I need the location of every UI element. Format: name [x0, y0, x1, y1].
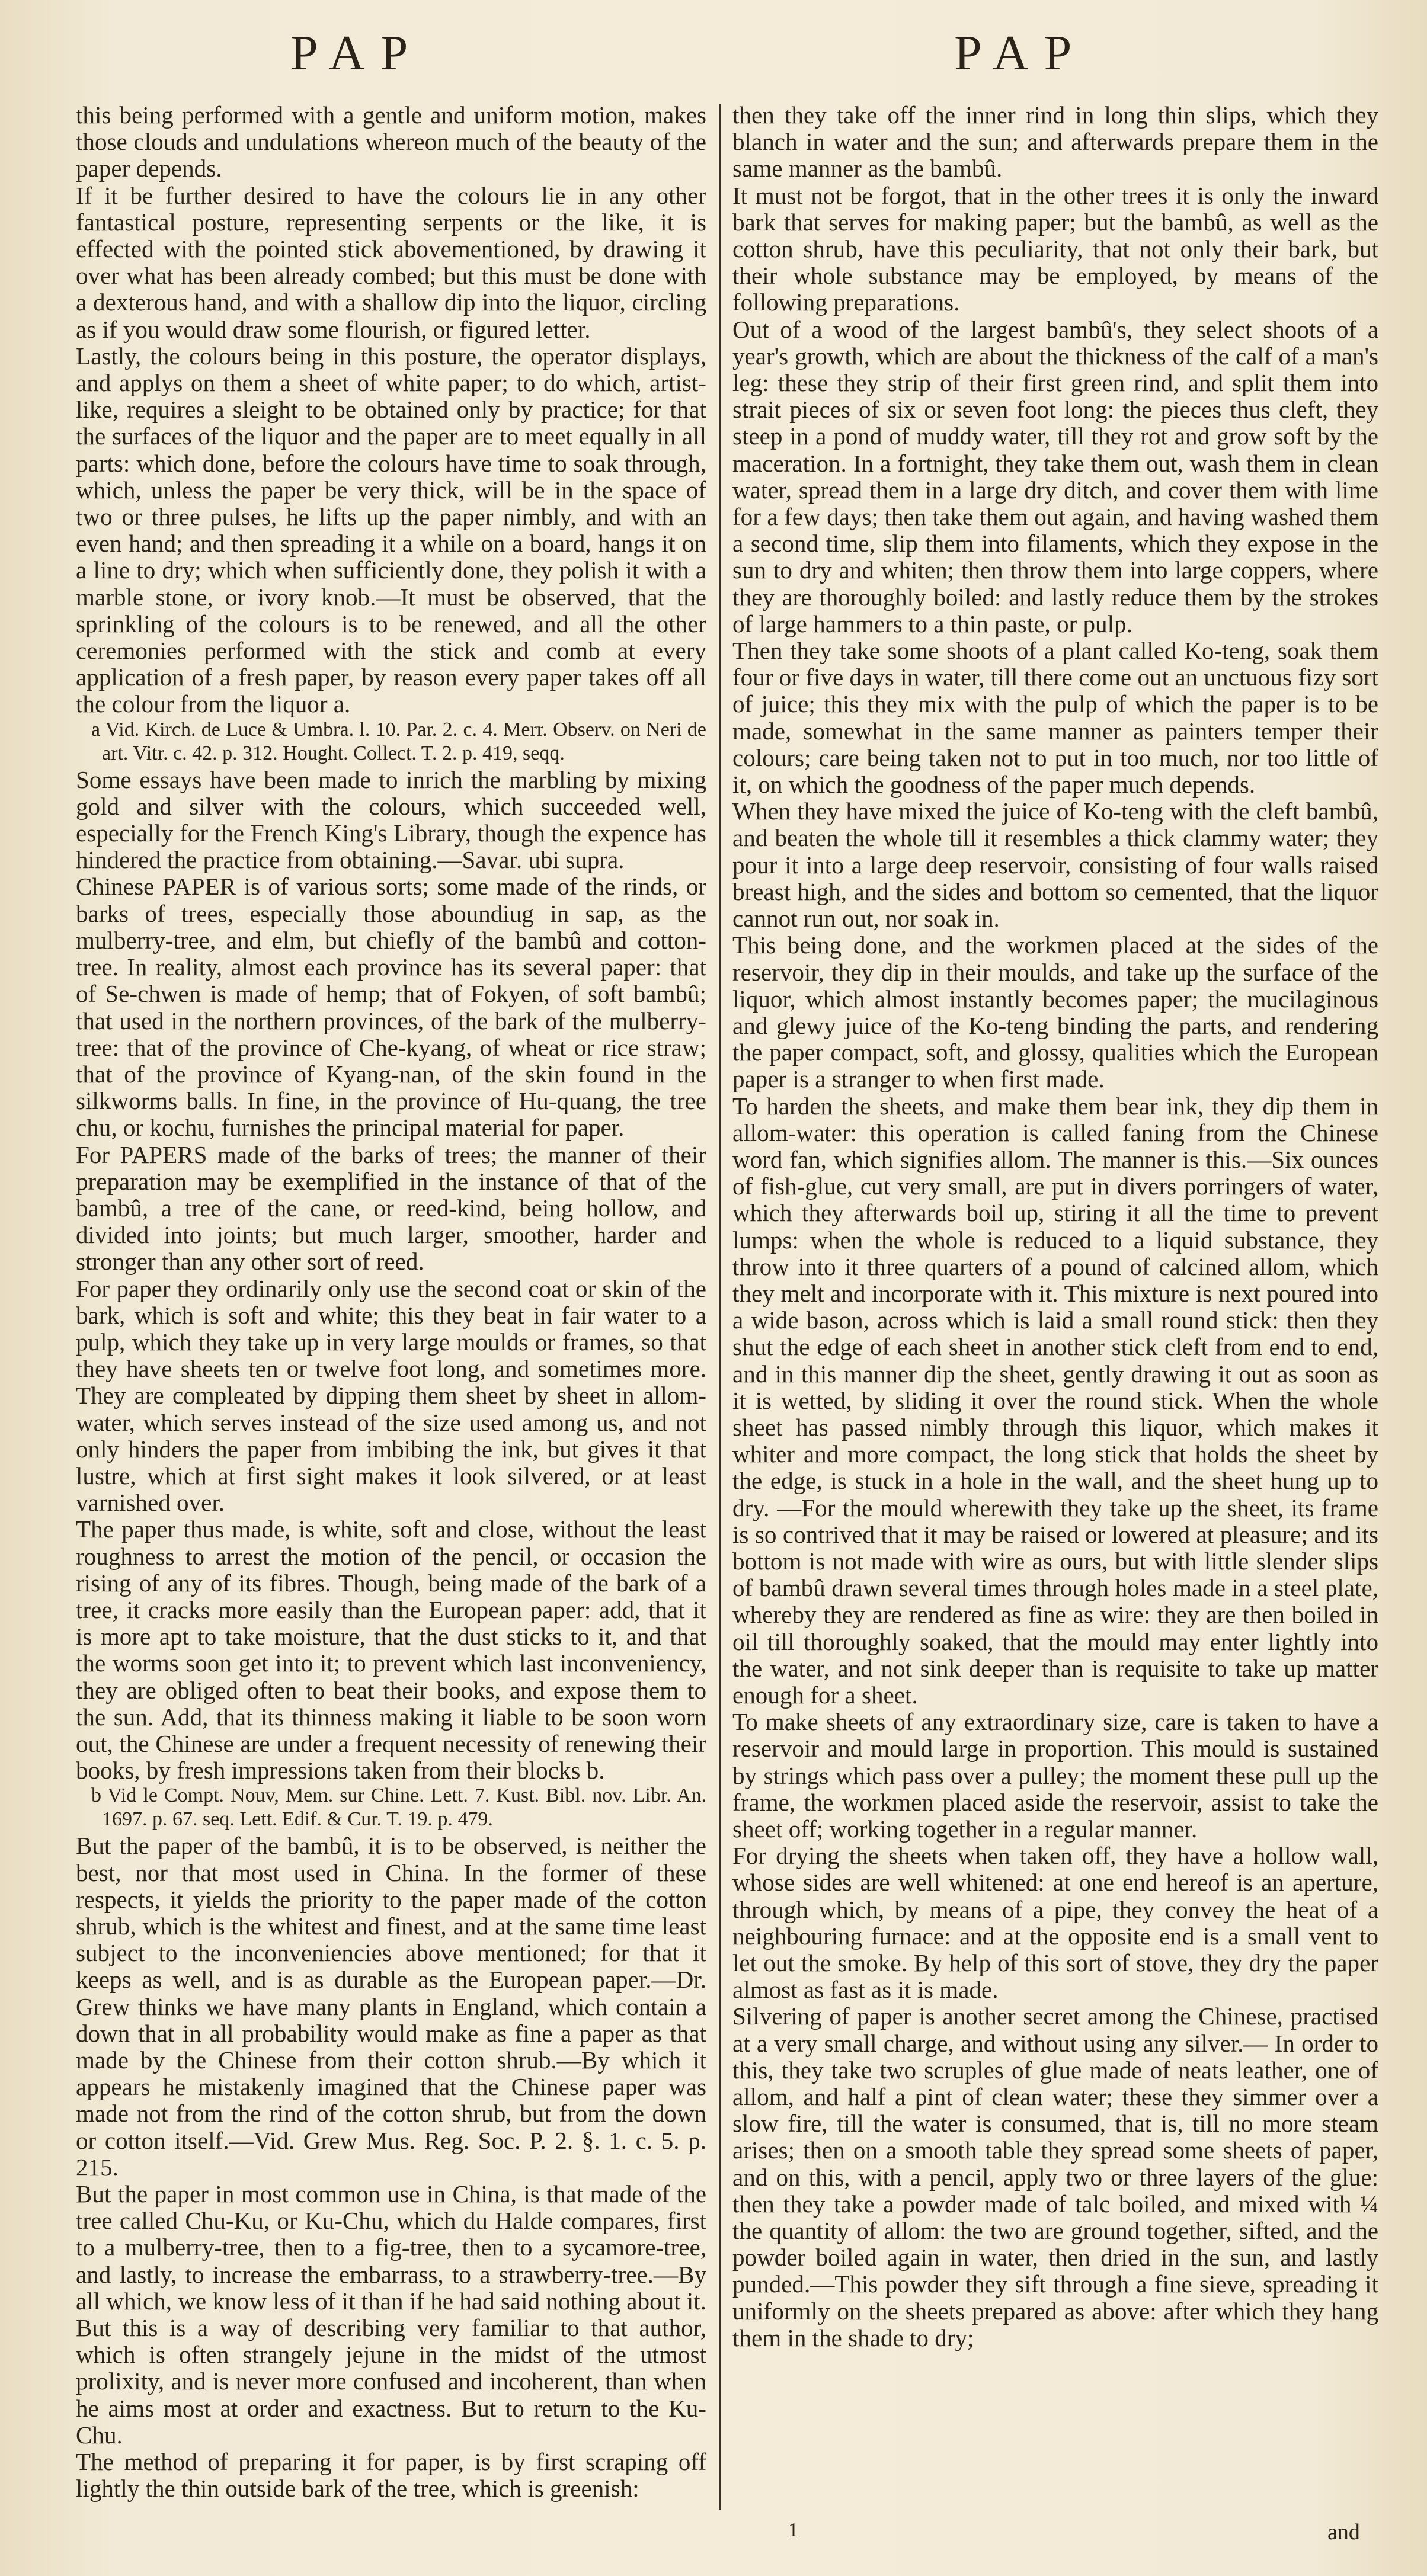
- paragraph: Some essays have been made to inrich the marbling by mixing gold and silver with the colours, which succeeded well, especially for the French King's Library, though the expence has hindered the practice from obtaining.—Savar. ubi supra.: [76, 765, 706, 874]
- paragraph: For paper they ordinarily only use the second coat or skin of the bark, which is soft and white; this they beat in fair water to a pulp, which they take up in very large moulds or frames, so that they have sheets ten or twelve foot long, and sometimes more. They are compleated by dipping them sheet by sheet in allom-water, which serves instead of the size used among us, and not only hinders the paper from imbibing the ink, but gives it that lustre, which at first sight makes it look silvered, or at least varnished over.: [76, 1274, 706, 1517]
- paragraph: For drying the sheets when taken off, they have a hollow wall, whose sides are well whitened: at one end hereof is an aperture, through which, by means of a pipe, they convey the heat of a neighbouring furnace: and at the opposite end is a small vent to let out the smoke. By help of this sort of stove, they dry the paper almost as fast as it is made.: [732, 1842, 1378, 2004]
- left-column: [76, 102, 706, 2502]
- catchword: and: [1327, 2520, 1360, 2545]
- paragraph: For PAPERS made of the barks of trees; the manner of their preparation may be exemplified in the instance of that of the bambû, a tree of the cane, or reed-kind, being hollow, and divided into joints; but much larger, smoother, harder and stronger than any other sort of reed.: [76, 1140, 706, 1276]
- paragraph: then they take off the inner rind in long thin slips, which they blanch in water and the sun; and afterwards prepare them in the same manner as the bambû.: [732, 101, 1378, 182]
- paragraph: It must not be forgot, that in the other trees it is only the inward bark that serves for making paper; but the bambû, as well as the cotton shrub, have this peculiarity, that not only their bark, but their whole substance may be employed, by means of the following preparations.: [732, 181, 1378, 316]
- paragraph: This being done, and the workmen placed at the sides of the reservoir, they dip in their moulds, and take up the surface of the liquor, which almost instantly becomes paper; the mucilaginous and glewy juice of the Ko-teng binding the parts, and rendering the paper compact, soft, and glossy, qualities which the European paper is a stranger to when first made.: [732, 931, 1378, 1093]
- paragraph: To make sheets of any extraordinary size, care is taken to have a reservoir and mould large in proportion. This mould is sustained by strings which pass over a pulley; the moment these pull up the frame, the workmen placed aside the reservoir, assist to take the sheet off; working together in a regular manner.: [732, 1708, 1378, 1843]
- paragraph: To harden the sheets, and make them bear ink, they dip them in allom-water: this operation is called faning from the Chinese word fan, which signifies allom. The manner is this.—Six ounces of fish-glue, cut very small, are put in divers porringers of water, which they afterwards boil up, stiring it all the time to prevent lumps: when the whole is reduced to a liquid substance, they throw into it three quarters of a pound of calcined allom, which they melt and incorporate with it. This mixture is next poured into a wide bason, across which is laid a small round stick: then they shut the edge of each sheet in another stick cleft from end to end, and in this manner dip the sheet, gently drawing it out as soon as it is wetted, by sliding it over the round stick. When the whole sheet has passed nimbly through this liquor, which makes it whiter and more compact, the long stick that holds the sheet by the edge, is stuck in a hole in the wall, and the sheet hung up to dry. —For the mould wherewith they take up the sheet, its frame is so contrived that it may be raised or lowered at pleasure; and its bottom is not made with wire as ours, but with little slender slips of bambû drawn several times through holes made in a steel plate, whereby they are rendered as fine as wire: they are then boiled in oil till thoroughly soaked, that the mould may enter lightly into the water, and not sink deeper than is requisite to take up matter enough for a sheet.: [732, 1092, 1378, 1709]
- paragraph: this being performed with a gentle and uniform motion, makes those clouds and undulations whereon much of the beauty of the paper depends.: [76, 101, 706, 182]
- paragraph: Chinese PAPER is of various sorts; some made of the rinds, or barks of trees, especially those aboundiug in sap, as the mulberry-tree, and elm, but chiefly of the bambû and cotton-tree. In reality, almost each province has its several paper: that of Se-chwen is made of hemp; that of Fokyen, of soft bambû; that used in the northern provinces, of the bark of the mulberry-tree: that of the province of Che-kyang, of wheat or rice straw; that of the province of Kyang-nan, of the skin found in the silkworms balls. In fine, in the province of Hu-quang, the tree chu, or kochu, furnishes the principal material for paper.: [76, 873, 706, 1142]
- signature-mark: 1: [788, 2519, 798, 2541]
- paragraph: When they have mixed the juice of Ko-teng with the cleft bambû, and beaten the whole till it resembles a thick clammy water; they pour it into a large deep reservoir, consisting of four walls raised breast high, and the sides and bottom so cemented, that the liquor cannot run out, nor soak in.: [732, 797, 1378, 933]
- paragraph: But the paper in most common use in China, is that made of the tree called Chu-Ku, or Ku-Chu, which du Halde compares, first to a mulberry-tree, then to a fig-tree, then to a sycamore-tree, and lastly, to increase the embarrass, to a strawberry-tree.—By all which, we know less of it than if he had said nothing about it. But this is a way of describing very familiar to that author, which is often strangely jejune in the midst of the utmost prolixity, and is never more confused and incoherent, than when he aims most at order and exactness. But to return to the Ku-Chu.: [76, 2180, 706, 2449]
- paragraph: But the paper of the bambû, it is to be observed, is neither the best, nor that most used in China. In the former of these respects, it yields the priority to the paper made of the cotton shrub, which is the whitest and finest, and at the same time least subject to the inconveniencies above mentioned; for that it keeps as well, and is as durable as the European paper.—Dr. Grew thinks we have many plants in England, which contain a down that in all probability would make as fine a paper as that made by the Chinese from their cotton shrub.—By which it appears he mistakenly imagined that the Chinese paper was made not from the rind of the cotton shrub, but from the down or cotton itself.—Vid. Grew Mus. Reg. Soc. P. 2. §. 1. c. 5. p. 215.: [76, 1832, 706, 2181]
- paragraph: The method of preparing it for paper, is by first scraping off lightly the thin outside bark of the tree, which is greenish:: [76, 2448, 706, 2503]
- right-column: [732, 102, 1378, 2351]
- paragraph: The paper thus made, is white, soft and close, without the least roughness to arrest the motion of the pencil, or occasion the rising of any of its fibres. Though, being made of the bark of a tree, it cracks more easily than the European paper: add, that it is more apt to take moisture, that the dust sticks to it, and that the worms soon get into it; to prevent which last inconveniency, they are obliged often to beat their books, and expose them to the sun. Add, that its thinness making it liable to be soon worn out, the Chinese are under a frequent necessity of renewing their books, by fresh impressions taken from their blocks b.: [76, 1516, 706, 1784]
- paragraph: Silvering of paper is another secret among the Chinese, practised at a very small charge, and without using any silver.— In order to this, they take two scruples of glue made of neats leather, one of allom, and half a pint of clean water; these they simmer over a slow fire, till the water is consumed, that is, till no more steam arises; then on a smooth table they spread some sheets of paper, and on this, with a pencil, apply two or three layers of the glue: then they take a powder made of talc boiled, and mixed with ¼ the quantity of allom: the two are ground together, sifted, and the powder boiled again in water, then dried in the sun, and lastly punded.—This powder they sift through a fine sieve, spreading it uniformly on the sheets prepared as above: after which they hang them in the shade to dry;: [732, 2003, 1378, 2351]
- paragraph: Then they take some shoots of a plant called Ko-teng, soak them four or five days in water, till there come out an unctuous fizy sort of juice; this they mix with the pulp of which the paper is to be made, somewhat in the same manner as painters temper their colours; care being taken not to put in too much, nor too little of it, on which the goodness of the paper much depends.: [732, 637, 1378, 799]
- paragraph: Lastly, the colours being in this posture, the operator displays, and applys on them a sheet of white paper; to do which, artist-like, requires a sleight to be obtained only by practice; for that the surfaces of the liquor and the paper are to meet equally in all parts: which done, before the colours have time to soak through, which, unless the paper be very thick, will be in the space of two or three pulses, he lifts up the paper nimbly, and with an even hand; and then spreading it a while on a board, hangs it on a line to dry; which when sufficiently done, they polish it with a marble stone, or ivory knob.—It must be observed, that the sprinkling of the colours is to be renewed, and all the other ceremonies performed with the stick and comb at every application of a fresh paper, by reason every paper takes off all the colour from the liquor a.: [76, 342, 706, 718]
- footnote: b Vid le Compt. Nouv, Mem. sur Chine. Lett. 7. Kust. Bibl. nov. Libr. An. 1697. p. 67. seq. Lett. Edif. & Cur. T. 19. p. 479.: [91, 1784, 706, 1831]
- paragraph: If it be further desired to have the colours lie in any other fantastical posture, representing serpents or the like, it is effected with the pointed stick abovementioned, by drawing it over what has been already combed; but this must be done with a dexterous hand, and with a shallow dip into the liquor, circling as if you would draw some flourish, or figured letter.: [76, 181, 706, 343]
- running-head-left: PAP: [290, 25, 424, 81]
- running-head-right: PAP: [954, 25, 1087, 81]
- column-rule: [719, 104, 721, 2510]
- footnote: a Vid. Kirch. de Luce & Umbra. l. 10. Par. 2. c. 4. Merr. Observ. on Neri de art. Vitr. c. 42. p. 312. Hought. Collect. T. 2. p. 419, seqq.: [91, 718, 706, 764]
- paragraph: Out of a wood of the largest bambû's, they select shoots of a year's growth, which are about the thickness of the calf of a man's leg: these they strip of their first green rind, and split them into strait pieces of six or seven foot long: the pieces thus cleft, they steep in a pond of muddy water, till they rot and grow soft by the maceration. In a fortnight, they take them out, wash them in clean water, spread them in a large dry ditch, and cover them with lime for a few days; then take them out again, and having washed them a second time, slip them into filaments, which they expose in the sun to dry and whiten; then throw them into large coppers, where they are thoroughly boiled: and lastly reduce them by the strokes of large hammers to a thin paste, or pulp.: [732, 315, 1378, 637]
